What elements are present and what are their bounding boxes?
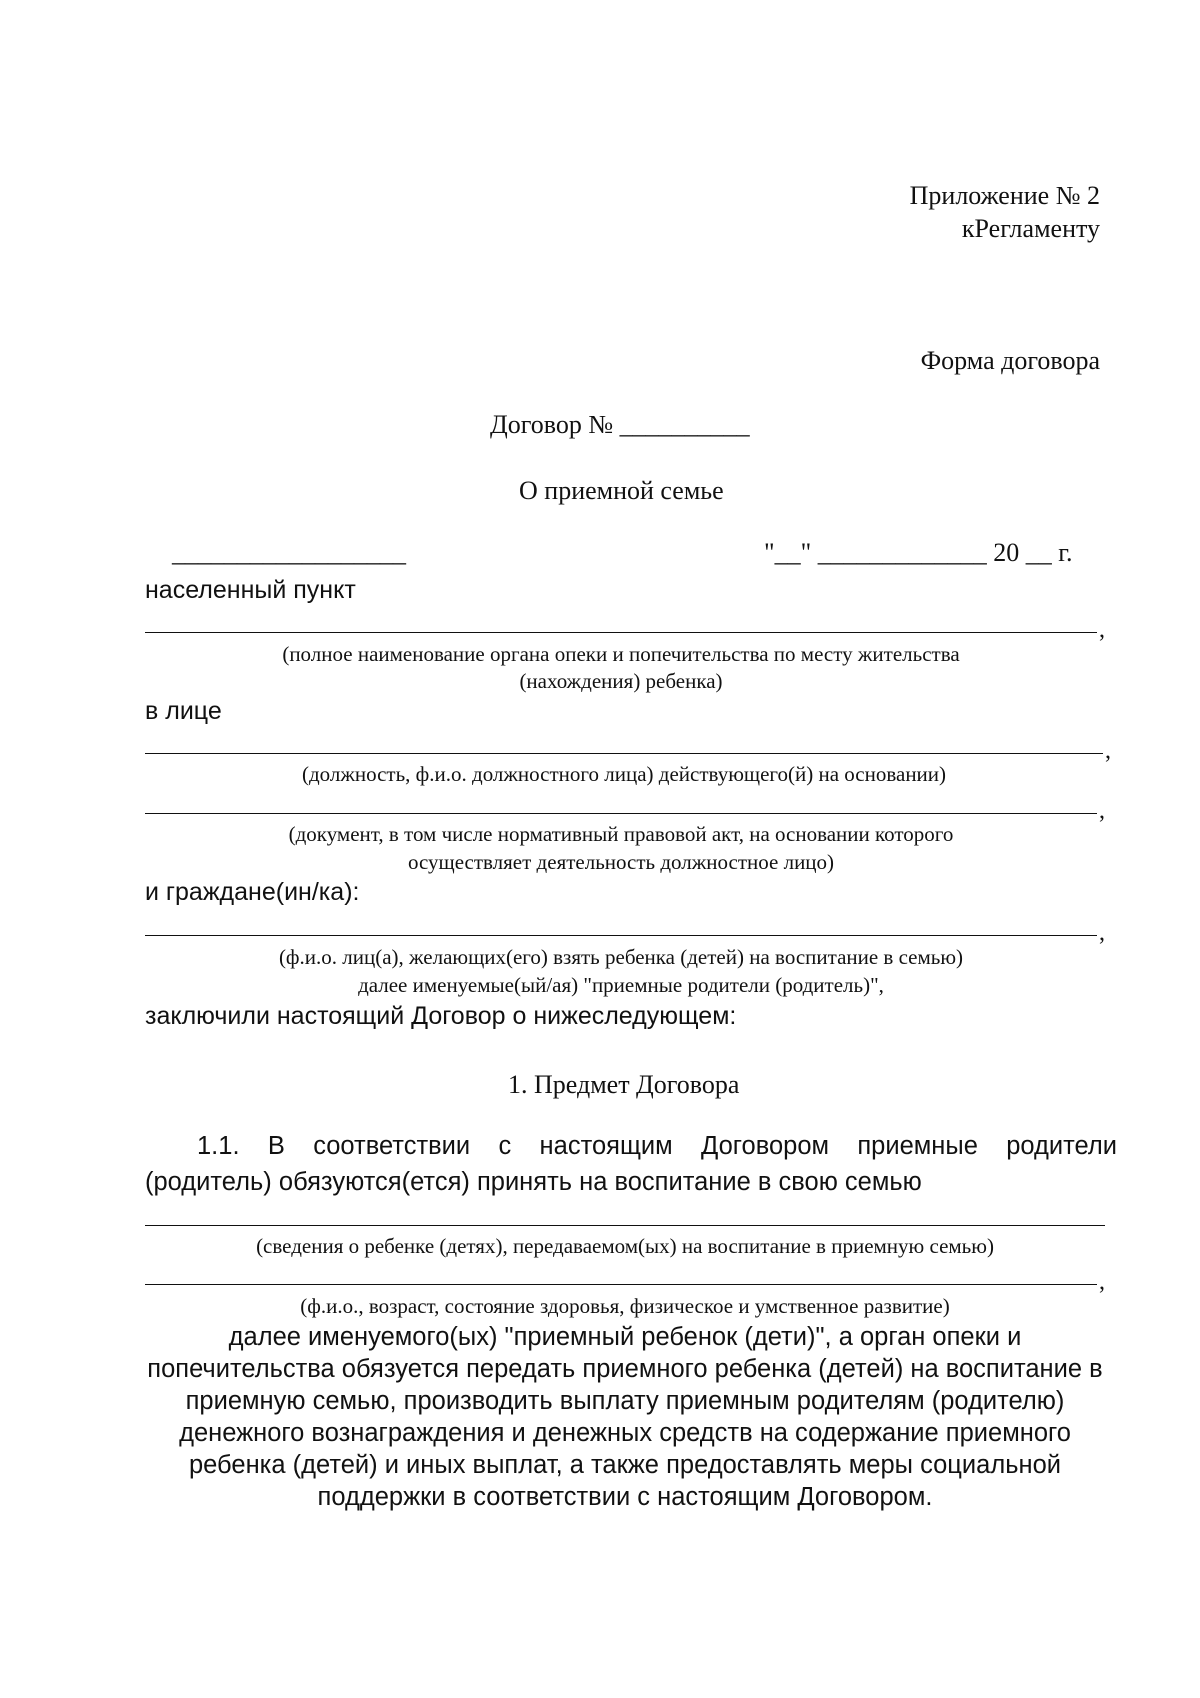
appendix-reference: кРегламенту [961,214,1100,243]
authority-name-line [145,632,1097,633]
child-details-line [145,1284,1097,1285]
line-comma: , [1099,920,1105,946]
paragraph-line: приемную семью, производить выплату приемным родителям (родителю) [185,1387,1065,1415]
child-details-caption: (ф.и.о., возраст, состояние здоровья, физическое и умственное развитие) [300,1294,950,1318]
paragraph-line: денежного вознаграждения и денежных средств на содержание приемного [179,1419,1071,1447]
place-blank: __________________ [172,538,406,567]
document-caption-1: (документ, в том числе нормативный правовой акт, на основании которого [288,822,954,846]
document-line [145,813,1097,814]
paragraph-line: ребенка (детей) и иных выплат, а также предоставлять меры социальной [188,1451,1062,1479]
official-line [145,753,1103,754]
line-comma: , [1099,798,1105,824]
authority-caption-2: (нахождения) ребенка) [519,669,723,693]
section-heading: 1. Предмет Договора [508,1070,740,1099]
clause-1-1 [145,1128,1117,1200]
contract-subtitle: О приемной семье [519,476,724,505]
clause-1-1-line-1: 1.1. В соответствии с настоящим Договором приемные родители [197,1132,1117,1160]
citizens-line [145,935,1097,936]
appendix-number: Приложение № 2 [909,181,1100,210]
paragraph-line: поддержки в соответствии с настоящим Договором. [317,1483,933,1511]
form-label: Форма договора [920,346,1100,375]
citizens-caption-1: (ф.и.о. лиц(а), желающих(его) взять ребенка (детей) на воспитание в семью) [278,945,964,969]
child-info-caption: (сведения о ребенке (детях), передаваемом(ых) на воспитание в приемную семью) [256,1234,994,1258]
paragraph-line: далее именуемого(ых) "приемный ребенок (дети)", а орган опеки и [228,1323,1022,1351]
line-comma: , [1105,738,1111,764]
authority-caption-1: (полное наименование органа опеки и попечительства по месту жительства [282,642,960,666]
child-info-line [145,1225,1105,1226]
concluded-statement: заключили настоящий Договор о нижеследующем: [145,1002,737,1030]
document-caption-2: осуществляет деятельность должностное лицо) [407,850,835,874]
date-field: "__" _____________ 20 __ г. [764,538,1073,567]
official-caption: (должность, ф.и.о. должностного лица) действующего(й) на основании) [301,762,947,786]
place-label: населенный пункт [145,576,356,604]
line-comma: , [1099,1269,1105,1295]
obligations-paragraph [145,1321,1105,1513]
citizens-label: и граждане(ин/ка): [145,878,360,906]
clause-1-1-line-2: (родитель) обязуются(ется) принять на воспитание в свою семью [145,1168,922,1196]
in-person-label: в лице [145,697,222,725]
line-comma: , [1099,617,1105,643]
paragraph-line: попечительства обязуется передать приемного ребенка (детей) на воспитание в [147,1355,1103,1383]
citizens-caption-2: далее именуемые(ый/ая) "приемные родители (родитель)", [358,973,884,997]
contract-number: Договор № __________ [490,410,750,439]
